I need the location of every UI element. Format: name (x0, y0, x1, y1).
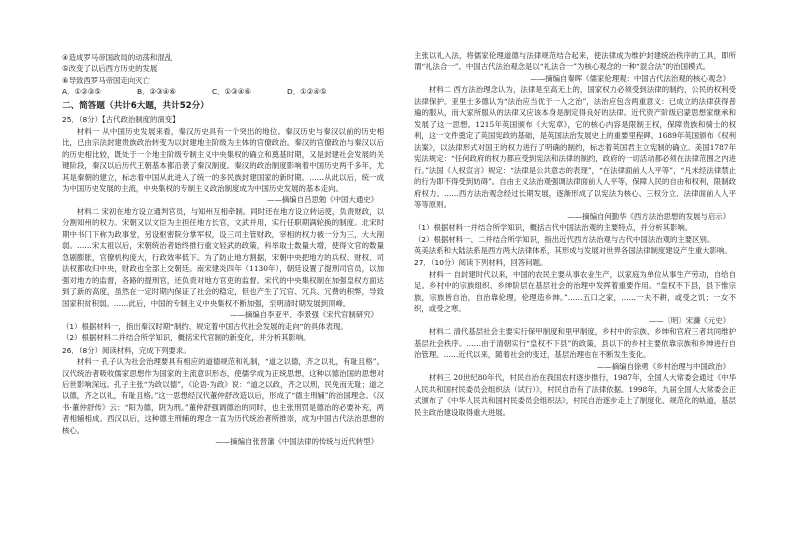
q26-material-2: 材料二 西方法治理念认为，法律是至高无上的，国家权力必须受到法律的制约，公民的权利受法律保护。亚里士多德认为“法治应当优于一人之治”，法治应包含两重意义：已成立的法律获得普遍的服从，而大家所服从的法律又应该本身是制定得良好的法律。近代资产阶级启蒙思想家继承和发展了这一思想。1215年英国颁布《大宪章》，它的核心内容是限制王权，保障贵族和骑士的权利，这一文件奠定了英国宪政的基础，是英国法治发展史上的重要里程碑。1689年英国颁布《权利法案》，以法律形式对国王的权力进行了明确的制约，标志着英国君主立宪制的确立。美国1787年宪法规定：“任何政府的权力都应受到宪法和法律的制约，政府的一切活动都必须在法律范围之内进行。”法国《人权宣言》规定：“法律是公共意志的表现”，“在法律面前人人平等”，“凡未经法律禁止的行为即不得受到妨碍”。自由主义法治观强调法律面前人人平等，保障人民的自由和权利，限制政府权力。……西方法治观念经过长期发展，逐渐形成了以宪法为核心、三权分立、法律面前人人平等等原则。 (414, 85, 736, 210)
q27-material-1-source: ——〔明〕宋濂《元史》 (648, 315, 730, 325)
question-26-heading: 26．（8分）阅读材料，完成下列要求。 (62, 345, 191, 355)
q26-question-1: （1）根据材料一并结合所学知识，概括古代中国法治观的主要特点，并分析其影响。 (414, 223, 693, 233)
q27-material-3: 材料三 20世纪80年代，村民自治在我国农村逐步推行，1987年，全国人大常委会通过《中华人民共和国村民委员会组织法（试行）》，村民自治有了法律依据。1998年，九届全国人大常委会正式颁布了《中华人民共和国村民委员会组织法》，村民自治逐步走上了制度化、规范化的轨道，基层民主政治建设取得重大进展。 (414, 373, 736, 417)
left-column (62, 52, 384, 448)
option-c: C．①③④⑥ (212, 87, 252, 97)
q27-material-2: 材料二 清代基层社会主要实行保甲制度和里甲制度，乡村中的宗族、乡绅和官府三者共同维护基层社会秩序。……由于清朝实行“皇权不下县”的政策，县以下的乡村主要依靠宗族和乡绅进行自治管理。……近代以来，随着社会的变迁，基层治理也在不断发生变化。 (414, 327, 736, 360)
option-b: B．②③④⑥ (137, 87, 176, 97)
question-25-heading: 25．（8分）【古代政治制度的演变】 (62, 115, 180, 125)
q26-material-1-continued: 主张以礼入法，将儒家伦理道德与法律规范结合起来，使法律成为维护封建统治秩序的工具，即所谓“礼法合一”。中国古代法治观念是以“礼法合一”为核心观念的一种“混合法”的治国模式。 (414, 51, 736, 72)
answer-options (62, 86, 362, 97)
q27-material-1: 材料一 自封建时代以来，中国的农民主要从事农业生产，以家庭为单位从事生产劳动，自给自足。乡村中的宗族组织、乡绅阶层在基层社会的治理中发挥着重要作用。“皇权不下县，县下惟宗族，宗族皆自治，自治靠伦理，伦理造乡绅。”……五口之家，……一夫不耕，或受之饥；一女不织，或受之寒。 (414, 269, 736, 314)
q25-question-2: （2）根据材料二并结合所学知识，概括宋代官制的新变化，并分析其影响。 (62, 333, 311, 343)
q25-material-1-source: ——摘编自吕思勉《中国大通史》 (267, 195, 378, 205)
choice-item-4: ④造成罗马帝国政局的动荡和混乱 (62, 53, 173, 62)
option-a: A．①②③⑤ (62, 87, 101, 97)
q26-question-2-note: 英美法系和大陆法系是西方两大法律体系，其形成与发展对世界各国法律制度建设产生重大影响。 (414, 245, 732, 255)
q26-material-2-source: ——摘编自何勤华《西方法治思想的发展与启示》 (567, 211, 730, 221)
q26-material-1-continued-source: ——摘编自秦晖《儒家伦理观：中国古代法治观的核心观念》 (530, 73, 730, 83)
q26-material-1-source: ——摘编自张晋藩《中国法律的传统与近代转型》 (215, 437, 378, 447)
q25-material-2-source: ——摘编自李亚平、李景强《宋代官制研究》 (230, 310, 378, 320)
q25-material-2: 材料二 宋初在地方设立通判官员，与知州互相牵制。同时还在地方设立转运使，负责财政，以分割知州的权力。宋朝又以文臣为主担任地方长官，文武并用，实行任职期满轮换的制度。北宋时期中书门下称为政事堂，另设枢密院分掌军权，设三司主管财政，宰相的权力被一分为三，大大削弱。……宋太祖以后，宋朝统治者始终推行重文轻武的政策，科举取士数量大增，使得文官的数量急剧膨胀，官僚机构庞大，行政效率低下。为了防止地方割据，宋朝中央把地方的兵权、财权、司法权都收归中央，财政也全部上交朝廷。南宋建炎四年（1130年），朝廷设置了提刑司官员，以加强对地方的监督，各路的提刑官，还负责对地方官吏的监督。宋代的中央集权制在加强皇权方面达到了新的高度，虽然在一定时期内保证了社会的稳定，但也产生了冗官、冗兵、冗费的积弊，导致国家积贫积弱。……此后，中国的专制主义中央集权不断加强，至明清时期发展到顶峰。 (62, 206, 384, 308)
option-d: D．①②④⑤ (287, 87, 327, 97)
q25-material-1: 材料一 从中国历史发展来看，秦汉历史具有一个突出的地位。秦汉历史与秦汉以前的历史相比，已由宗法封建贵族政治转变为以封建地主阶级为主体的官僚政治。秦汉的官僚政治与秦汉以后的历史相比较，既处于一个地主阶级专制主义中央集权的确立和奠基时期，又是封建社会发展的关键阶段，秦汉以后历代王朝基本都沿袭了秦汉制度。秦汉的政治制度影响着中国历史两千多年，尤其是秦朝的建立，标志着中国从此进入了统一的多民族封建国家的新时期。……从此以后，统一成为中国历史发展的主流，中央集权的专制主义政治制度成为中国历史发展的基本走向。 (62, 126, 384, 193)
q25-question-1: （1）根据材料一，指出秦汉时期“制约、规定着中国古代社会发展的走向”的具体表现。 (62, 321, 348, 331)
q26-material-1: 材料一 孔子认为社会治理要具有相应的道德规范和礼制，“道之以德，齐之以礼，有耻且格”。汉代统治者吸收儒家思想作为国家的主流意识形态，使儒学成为正统思想，这种以德治国的思想对后世影响深远。孔子主张“为政以德”，《论语·为政》说：“道之以政，齐之以刑，民免而无耻；道之以德，齐之以礼，有耻且格。”这一思想经汉代董仲舒改造以后，形成了“德主刑辅”的治国理念。《汉书·董仲舒传》云：“阳为德，阴为刑。”董仲舒强调德治的同时，也主张刑罚是德治的必要补充，两者相辅相成。西汉以后，这种德主刑辅的理念一直为历代统治者所推崇，成为中国古代法治思想的核心。 (62, 357, 384, 435)
choice-item-6: ⑥导致西罗马帝国走向灭亡 (62, 75, 150, 85)
right-column (414, 50, 736, 418)
choice-item-5: ⑤改变了以后西方历史的发展 (62, 64, 158, 74)
section-2-title: 二、简答题（共计6大题，共计52分） (62, 100, 209, 111)
q27-material-2-source: ——摘编自徐勇《乡村治理与中国政治》 (596, 361, 730, 371)
question-27-heading: 27．（10分）阅读下列材料，回答问题。 (414, 258, 548, 268)
q26-question-2: （2）根据材料一、二并结合所学知识，指出近代西方法治观与古代中国法治观的主要区别。 (414, 234, 715, 244)
